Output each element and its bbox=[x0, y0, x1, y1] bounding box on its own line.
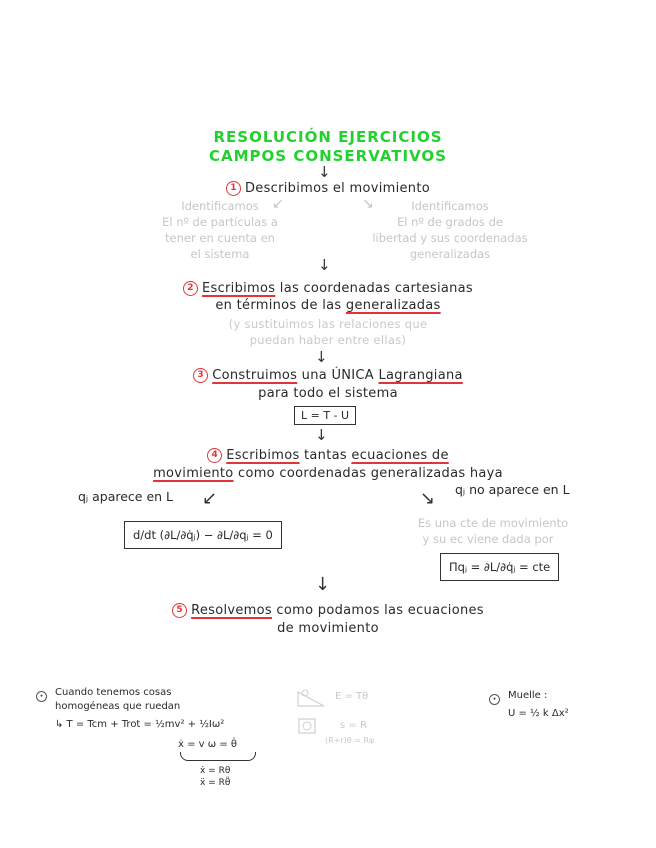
brace-icon bbox=[180, 752, 256, 761]
euler-lagrange-formula: d/dt (∂L/∂q̇ⱼ) − ∂L/∂qⱼ = 0 bbox=[124, 521, 282, 549]
step-text: como coordenadas generalizadas haya bbox=[238, 466, 503, 481]
note-line: libertad y sus coordenadas bbox=[372, 231, 528, 245]
conserved-momentum-formula: Πqⱼ = ∂L/∂q̇ⱼ = cte bbox=[440, 553, 559, 581]
arrow-down-icon: ↓ bbox=[318, 163, 331, 181]
lagrangian-formula: L = T - U bbox=[294, 406, 356, 425]
step-keyword: movimiento bbox=[153, 466, 234, 481]
title-line-1: RESOLUCIÓN EJERCICIOS bbox=[213, 128, 443, 146]
rolling-note-6: ẍ = Rθ̈ bbox=[200, 778, 231, 788]
arrow-down-right-icon: ↘ bbox=[420, 488, 436, 509]
step-4-line-2 bbox=[0, 466, 656, 481]
sketch-note-3: (R+r)θ = Rφ bbox=[325, 736, 375, 745]
arrow-right-icon: ↘ bbox=[362, 196, 374, 212]
rolling-note-4: ẋ = v ω = θ̇ bbox=[178, 739, 237, 750]
spring-note-1: Muelle : bbox=[508, 690, 548, 701]
step-text: tantas bbox=[304, 448, 347, 463]
right-branch-label: qⱼ no aparece en L bbox=[455, 482, 570, 497]
arrow-down-icon: ↓ bbox=[318, 256, 331, 274]
note-line: generalizadas bbox=[409, 247, 491, 261]
sketch-note-2: s = R bbox=[340, 720, 367, 731]
note-line: El nº de partículas a bbox=[162, 215, 278, 229]
step-3-line-2: para todo el sistema bbox=[258, 386, 398, 401]
step-keyword: generalizadas bbox=[345, 298, 441, 313]
step-keyword: Lagrangiana bbox=[378, 368, 463, 383]
step-keyword: ecuaciones de bbox=[351, 448, 449, 463]
bullet-icon: • bbox=[489, 689, 504, 708]
note-line: el sistema bbox=[190, 247, 250, 261]
arrow-down-icon: ↓ bbox=[315, 348, 328, 366]
step-number: 4 bbox=[207, 448, 222, 463]
step-3 bbox=[0, 368, 656, 383]
right-note bbox=[360, 198, 540, 262]
note-line: El nº de grados de bbox=[397, 215, 503, 229]
step-keyword: Resolvemos bbox=[191, 603, 272, 618]
right-branch-note-1: Es una cte de movimiento bbox=[417, 516, 569, 530]
title-line-2: CAMPOS CONSERVATIVOS bbox=[209, 147, 447, 165]
pulley-sketch-icon bbox=[296, 716, 320, 740]
step-text: Describimos el movimiento bbox=[245, 181, 430, 196]
step-number: 2 bbox=[183, 281, 198, 296]
note-line: Identificamos bbox=[181, 199, 259, 213]
right-branch-note-2: y su ec viene dada por bbox=[422, 532, 554, 546]
step-2-line-3: (y sustituimos las relaciones que bbox=[228, 317, 428, 331]
note-line: Identificamos bbox=[411, 199, 489, 213]
step-text: las coordenadas cartesianas bbox=[279, 281, 473, 296]
step-4 bbox=[0, 448, 656, 463]
bullet-icon: • bbox=[36, 686, 51, 705]
step-number: 5 bbox=[172, 603, 187, 618]
step-5 bbox=[0, 603, 656, 618]
arrow-down-icon: ↓ bbox=[315, 574, 331, 595]
rolling-note-2: homogéneas que ruedan bbox=[55, 701, 181, 712]
step-keyword: Escribimos bbox=[201, 281, 276, 296]
arrow-down-left-icon: ↙ bbox=[202, 488, 218, 509]
incline-sketch-icon bbox=[296, 686, 326, 712]
note-line: tener en cuenta en bbox=[165, 231, 275, 245]
step-keyword: Escribimos bbox=[226, 448, 300, 463]
arrow-left-icon: ↙ bbox=[272, 196, 284, 212]
step-number: 3 bbox=[193, 368, 208, 383]
spring-note-2: U = ½ k Δx² bbox=[508, 708, 569, 719]
step-number: 1 bbox=[226, 181, 241, 196]
step-1 bbox=[0, 181, 656, 196]
step-keyword: Construimos bbox=[212, 368, 298, 383]
rolling-note-5: ẋ = Rθ bbox=[200, 766, 231, 776]
arrow-down-icon: ↓ bbox=[315, 426, 328, 444]
step-5-line-2: de movimiento bbox=[277, 621, 379, 636]
sketch-note-1: E = Tθ bbox=[335, 691, 369, 702]
step-2 bbox=[0, 281, 656, 296]
step-text: una ÚNICA bbox=[301, 368, 374, 383]
step-text: como podamos las ecuaciones bbox=[276, 603, 484, 618]
rolling-note-3: ↳ T = Tcm + Trot = ½mv² + ½Iω² bbox=[55, 719, 225, 730]
left-branch-label: qⱼ aparece en L bbox=[78, 489, 173, 504]
step-text: en términos de las bbox=[215, 298, 342, 313]
step-2-line-4: puedan haber entre ellas) bbox=[249, 333, 407, 347]
step-2-line-2 bbox=[0, 298, 656, 313]
rolling-note-1: Cuando tenemos cosas bbox=[55, 687, 172, 698]
